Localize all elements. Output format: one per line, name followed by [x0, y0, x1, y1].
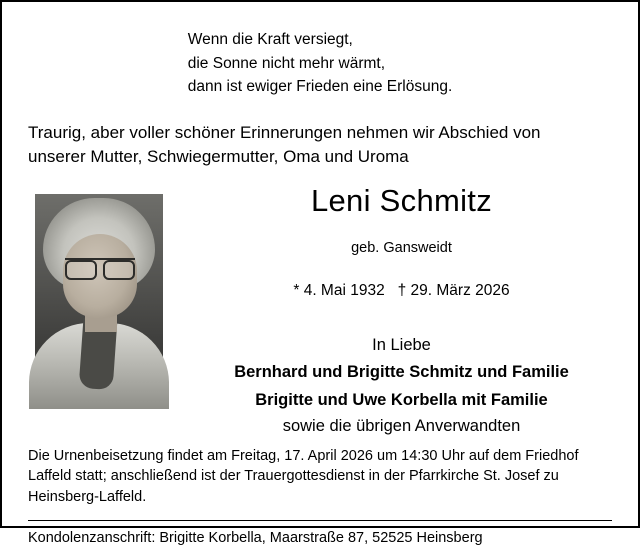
family-line-1: Bernhard und Brigitte Schmitz und Familie — [234, 363, 569, 382]
poem-line-1: Wenn die Kraft versiegt, — [187, 31, 353, 48]
intro-line-2: unserer Mutter, Schwiegermutter, Oma und Uroma — [28, 147, 409, 167]
relatives-line: sowie die übrigen Anverwandten — [282, 416, 521, 435]
funeral-details — [28, 446, 612, 508]
intro-line-1: Traurig, aber voller schöner Erinnerungen nehmen wir Abschied von — [28, 122, 541, 142]
poem-block — [2, 2, 638, 99]
glasses-icon — [65, 258, 135, 278]
deceased-name: Leni Schmitz — [310, 182, 493, 218]
in-love-label: In Liebe — [372, 336, 431, 355]
portrait-and-names-section — [2, 184, 638, 436]
birth-death-dates: * 4. Mai 1932 † 29. März 2026 — [293, 282, 510, 300]
names-block — [187, 184, 638, 436]
intro-paragraph — [28, 121, 612, 170]
poem-line-3: dann ist ewiger Frieden eine Erlösung. — [187, 78, 453, 96]
divider — [28, 520, 612, 521]
maiden-name: geb. Gansweidt — [351, 240, 452, 257]
poem-line-2: die Sonne nicht mehr wärmt, — [187, 54, 386, 72]
funeral-line-1: Die Urnenbeisetzung findet am Freitag, 17. April 2026 um 14:30 Uhr auf dem Friedhof — [28, 447, 579, 464]
funeral-line-2: Laffeld statt; anschließend ist der Trauergottesdienst in der Pfarrkirche St. Josef zu — [28, 468, 559, 485]
family-line-2: Brigitte und Uwe Korbella mit Familie — [255, 391, 548, 410]
funeral-line-3: Heinsberg-Laffeld. — [28, 489, 147, 506]
condolence-address: Kondolenzanschrift: Brigitte Korbella, Maarstraße 87, 52525 Heinsberg — [28, 529, 483, 546]
portrait-photo — [35, 194, 163, 409]
